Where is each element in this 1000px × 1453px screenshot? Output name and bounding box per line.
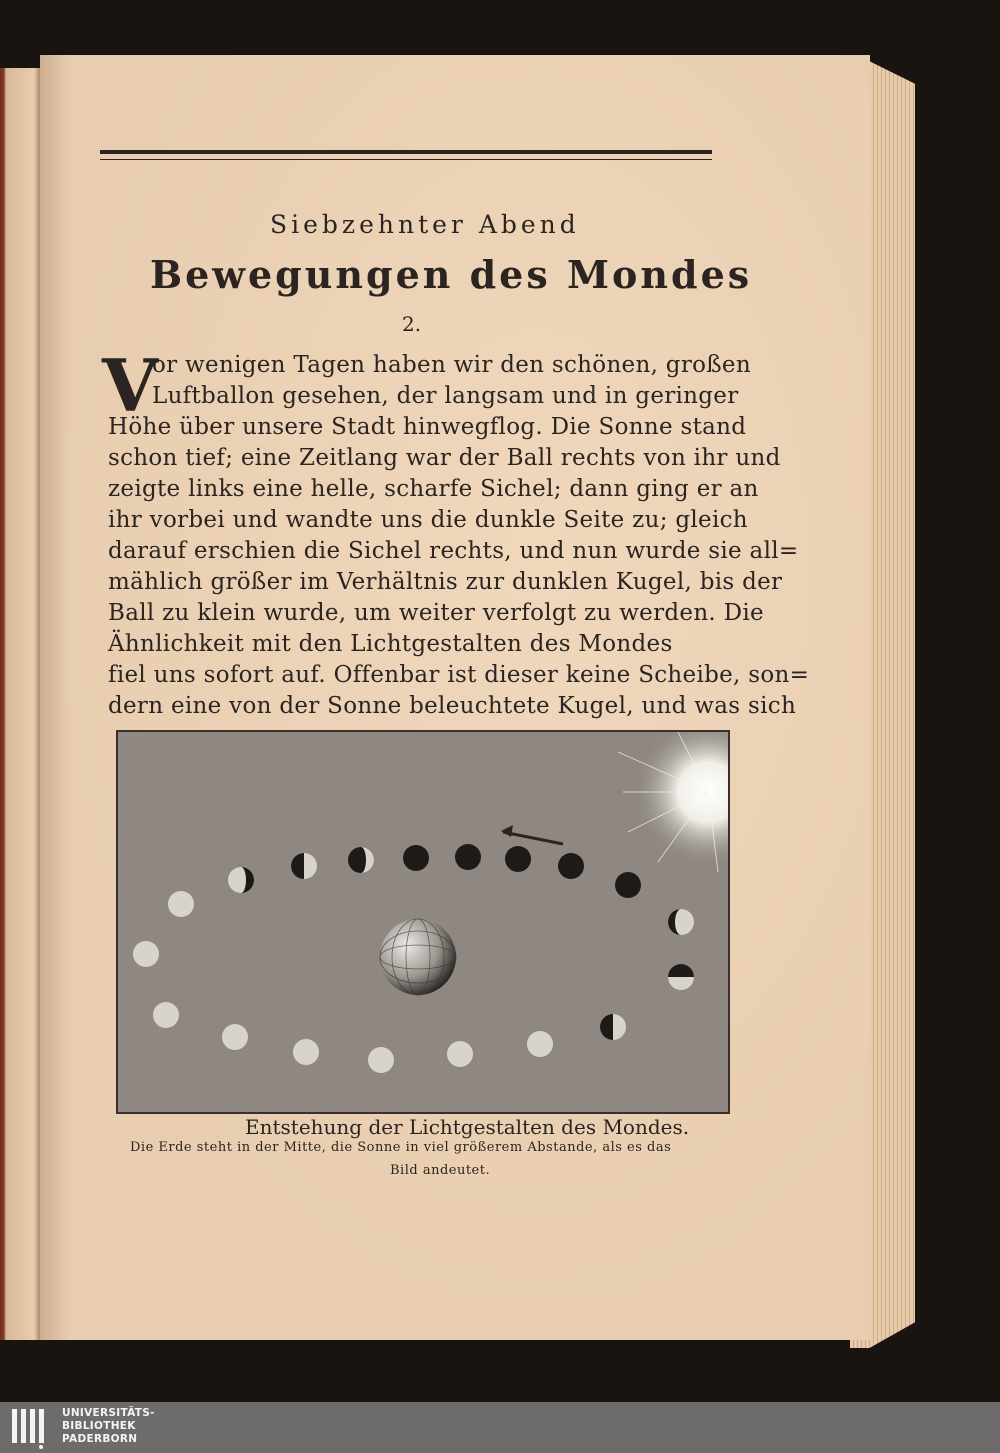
body-line-7: darauf erschien die Sichel rechts, und nun wurde sie all= [108, 538, 799, 564]
logo-line-1: UNIVERSITÄTS- [62, 1407, 155, 1419]
body-line-6: ihr vorbei und wandte uns die dunkle Seite zu; gleich [108, 507, 748, 533]
section-number: 2. [402, 312, 422, 336]
library-logo-text [62, 1407, 155, 1446]
drop-capital: V [102, 343, 158, 428]
body-line-10: Ähnlichkeit mit den Lichtgestalten des Mondes [108, 631, 673, 657]
figure-subcaption-line-2: Bild andeutet. [390, 1163, 491, 1178]
figure-subcaption-line-1: Die Erde steht in der Mitte, die Sonne in viel größerem Abstande, als es das [130, 1140, 672, 1155]
body-line-12: dern eine von der Sonne beleuchtete Kugel, und was sich [108, 693, 797, 719]
header-rule [100, 150, 712, 160]
earth [380, 919, 456, 995]
body-line-9: Ball zu klein wurde, um weiter verfolgt zu werden. Die [108, 600, 764, 626]
logo-line-3: PADERBORN [62, 1433, 138, 1445]
body-line-4: schon tief; eine Zeitlang war der Ball rechts von ihr und [108, 445, 781, 471]
logo-line-2: BIBLIOTHEK [62, 1420, 136, 1432]
body-line-1: or wenigen Tagen haben wir den schönen, großen [152, 352, 751, 378]
library-footer-bar [0, 1402, 1000, 1453]
chapter-heading: Siebzehnter Abend [270, 210, 580, 239]
body-line-2: Luftballon gesehen, der langsam und in geringer [152, 383, 739, 409]
body-line-3: Höhe über unsere Stadt hinwegflog. Die Sonne stand [108, 414, 747, 440]
figure-caption: Entstehung der Lichtgestalten des Mondes. [245, 1115, 690, 1139]
body-line-8: mählich größer im Verhältnis zur dunklen Kugel, bis der [108, 569, 783, 595]
moon-phases-illustration [116, 730, 730, 1114]
library-logo-icon [10, 1407, 52, 1449]
body-line-11: fiel uns sofort auf. Offenbar ist dieser keine Scheibe, son= [108, 662, 810, 688]
page-title: Bewegungen des Mondes [150, 252, 753, 297]
left-page-edge [0, 68, 40, 1340]
body-line-5: zeigte links eine helle, scharfe Sichel; dann ging er an [108, 476, 759, 502]
